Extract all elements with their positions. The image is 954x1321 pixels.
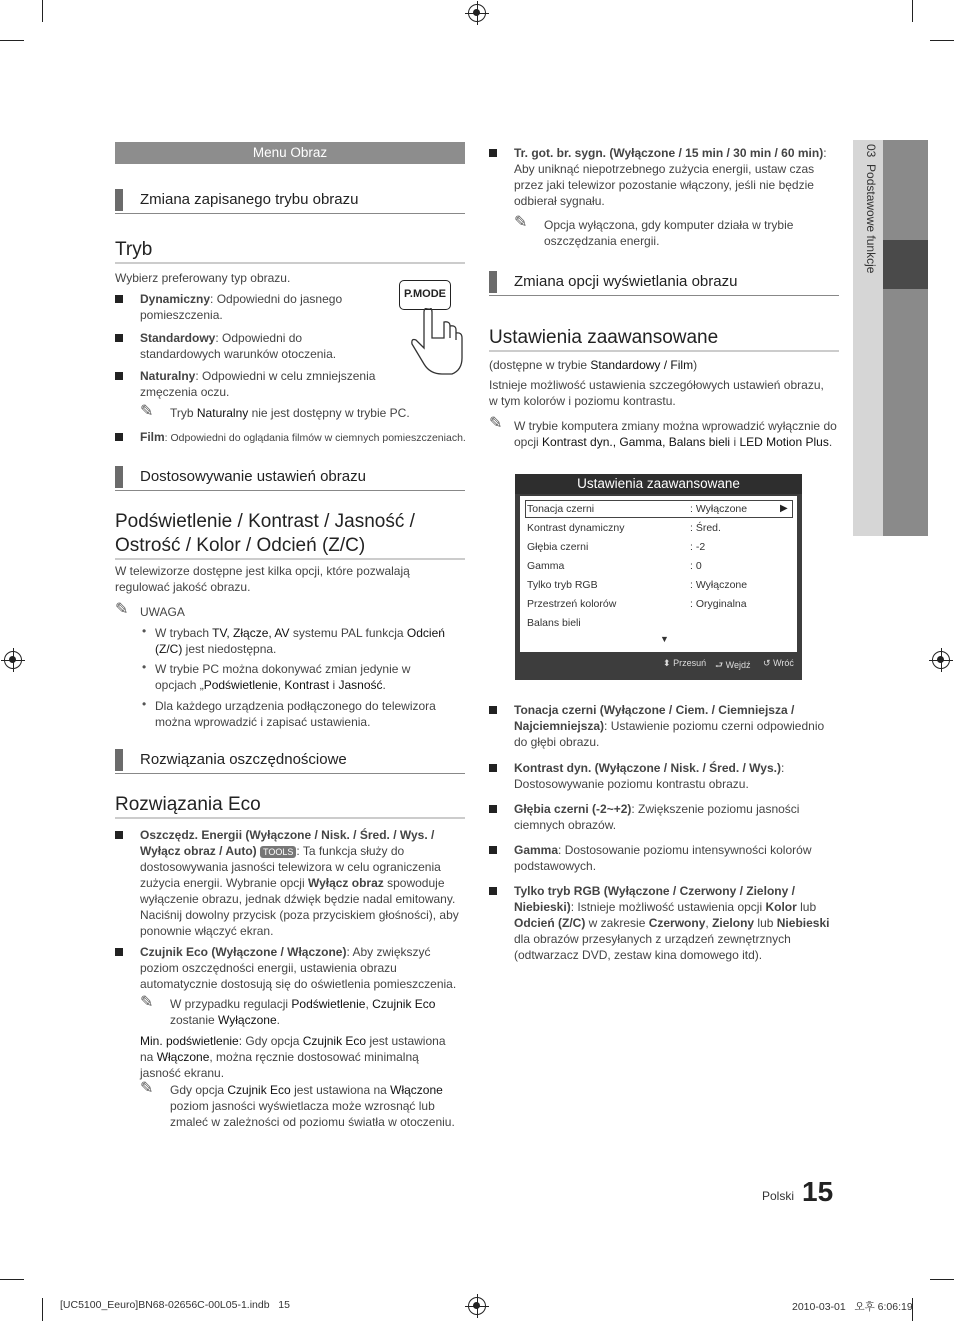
return-icon: ↺ xyxy=(763,658,771,668)
bullet-item: Dla każdego urządzenia podłączonego do telewizora można wprowadzić i zapisać ustawienia. xyxy=(155,699,436,729)
bullet-icon: • xyxy=(142,697,147,711)
term: Standardowy xyxy=(140,331,216,345)
list-item xyxy=(140,368,380,400)
osd-row-label: Głębia czerni xyxy=(527,541,589,553)
note-label: UWAGA xyxy=(140,605,185,619)
print-date: 2010-03-01 오후 6:06:19 xyxy=(792,1301,913,1313)
crop-mark xyxy=(930,40,954,41)
osd-panel xyxy=(520,496,797,652)
osd-row-value: : Śred. xyxy=(690,522,721,534)
note: Tryb Naturalny nie jest dostępny w trybie PC. xyxy=(170,406,410,420)
term: Tylko tryb RGB (Wyłączone / Czerwony / Zielony / Niebieski) xyxy=(514,884,795,914)
section-heading: Ustawienia zaawansowane xyxy=(489,326,839,352)
list-item: Tr. got. br. sygn. (Wyłączone / 15 min / 30 min / 60 min): Aby uniknąć niepotrzebnego zużycia energii, ustaw czas przez jaki telewizor pozostanie włączony, jeśli nie będzie odbierał sygnału. xyxy=(514,145,839,209)
note-pencil-icon: ✎ xyxy=(514,214,528,231)
registration-mark-icon xyxy=(468,1297,486,1315)
note: W trybie komputera zmiany można wprowadzić wyłącznie do opcji Kontrast dyn., Gamma, Balans bieli i LED Motion Plus. xyxy=(514,419,837,449)
note: Gdy opcja Czujnik Eco jest ustawiona na Włączone poziom jasności wyświetlacza może wzrosnąć lub zmaleć w zależności od poziomu światła w otoczeniu. xyxy=(170,1083,455,1129)
osd-row-label: Przestrzeń kolorów xyxy=(527,598,617,610)
bullet-item: W trybie PC można dokonywać zmian jedynie w opcjach „Podświetlenie, Kontrast i Jasność. xyxy=(155,662,411,692)
list-item: Tonacja czerni (Wyłączone / Ciem. / Ciemniejsza / Najciemniejsza): Ustawienie poziomu czerni odpowiednio do głębi obrazu. xyxy=(514,702,839,750)
crop-mark xyxy=(42,1298,43,1321)
osd-footer-enter: ⮐ Wejdź xyxy=(715,660,751,670)
list-item xyxy=(140,330,380,362)
section-heading: Tryb xyxy=(115,238,465,264)
paragraph: Wybierz preferowany typ obrazu. xyxy=(115,271,291,285)
text: : Odpowiedni w celu zmniejszenia zmęczenia oczu. xyxy=(140,369,376,399)
osd-row-value: : Wyłączone xyxy=(690,579,748,591)
term: Tonacja czerni (Wyłączone / Ciem. / Ciemniejsza / Najciemniejsza) xyxy=(514,703,795,733)
section-heading: Rozwiązania Eco xyxy=(115,793,465,819)
list-item xyxy=(140,291,380,323)
crop-mark xyxy=(0,40,24,41)
pmode-button-icon: P.MODE xyxy=(399,280,451,310)
term: Film xyxy=(140,430,165,444)
chapter-tab xyxy=(853,140,928,536)
term: Oszczędz. Energii (Wyłączone / Nisk. / Śred. / Wys. / Wyłącz obraz / Auto) xyxy=(140,828,435,858)
list-item: Głębia czerni (-2~+2): Zwiększenie poziomu jasności ciemnych obrazów. xyxy=(514,801,839,833)
note: Opcja wyłączona, gdy komputer działa w trybie oszczędzania energii. xyxy=(544,218,794,248)
crop-mark xyxy=(0,1279,24,1280)
menu-title-bar: Menu Obraz xyxy=(115,142,465,164)
list-item xyxy=(140,429,470,446)
tools-button-icon: TOOLS xyxy=(260,846,296,858)
chapter-label: 03 Podstawowe funkcje xyxy=(864,144,878,274)
osd-row-label: Tylko tryb RGB xyxy=(527,579,598,591)
text: : Odpowiedni do oglądania filmów w ciemnych pomieszczeniach. xyxy=(164,432,466,444)
note: W przypadku regulacji Podświetlenie, Czujnik Eco zostanie Wyłączone. xyxy=(170,997,436,1027)
subheading: Rozwiązania oszczędnościowe xyxy=(115,749,465,774)
term: Gamma xyxy=(514,843,559,857)
paragraph: Istnieje możliwość ustawienia szczegółowych ustawień obrazu, w tym kolorów i poziomu kontrastu. xyxy=(489,378,824,408)
list-item: Czujnik Eco (Wyłączone / Włączone): Aby zwiększyć poziom oszczędności energii, ustawienia obrazu automatycznie dostosują się do oświetlenia pomieszczenia. xyxy=(140,944,465,992)
list-item: Oszczędz. Energii (Wyłączone / Nisk. / Śred. / Wys. / Wyłącz obraz / Auto) TOOLS : Ta funkcja służy do dostosowywania jasności telewizora w celu ograniczenia zużycia energii. Wybranie opcji Wyłącz obraz spowoduje wyłączenie obrazu, jednak dźwięk będzie nadal emitowany. Naciśnij dowolny przycisk (poza przyciskiem głośności), aby ponownie włączyć ekran. xyxy=(140,827,465,939)
osd-footer-move: ⬍ Przesuń xyxy=(663,658,707,668)
crop-mark xyxy=(42,0,43,22)
term: Czujnik Eco (Wyłączone / Włączone) xyxy=(140,945,347,959)
footer-language: Polski xyxy=(762,1189,795,1203)
term: Kontrast dyn. (Wyłączone / Nisk. / Śred. / Wys.) xyxy=(514,761,781,775)
note-pencil-icon: ✎ xyxy=(140,994,154,1011)
note-pencil-icon: ✎ xyxy=(140,1080,154,1097)
subheading: Dostosowywanie ustawień obrazu xyxy=(115,466,465,491)
osd-row-value: : -2 xyxy=(690,541,706,553)
paragraph: (dostępne w trybie Standardowy / Film) xyxy=(489,358,698,372)
note-pencil-icon: ✎ xyxy=(489,415,503,432)
osd-menu-screenshot xyxy=(515,474,802,680)
text: : Odpowiedni do jasnego pomieszczenia. xyxy=(140,292,343,322)
note-pencil-icon: ✎ xyxy=(115,601,129,618)
enter-icon: ⮐ xyxy=(715,660,724,670)
osd-row-value: : 0 xyxy=(690,560,702,572)
list-item: Kontrast dyn. (Wyłączone / Nisk. / Śred. / Wys.): Dostosowywanie poziomu kontrastu obrazu. xyxy=(514,760,839,792)
hand-pointer-icon xyxy=(408,308,468,380)
osd-row-value: : Oryginalna xyxy=(690,598,747,610)
registration-mark-icon xyxy=(932,651,950,669)
scroll-down-icon: ▼ xyxy=(660,634,669,644)
chapter-tab-marker xyxy=(883,240,928,289)
osd-row-value: : Wyłączone xyxy=(690,503,748,515)
registration-mark-icon xyxy=(468,4,486,22)
crop-mark xyxy=(912,0,913,22)
note-pencil-icon: ✎ xyxy=(140,403,154,420)
osd-row-label: Balans bieli xyxy=(527,617,581,629)
play-arrow-icon: ▶ xyxy=(780,503,788,514)
bullet-icon: • xyxy=(142,624,147,638)
term: Naturalny xyxy=(140,369,196,383)
section-heading: Podświetlenie / Kontrast / Jasność / Ostrość / Kolor / Odcień (Z/C) xyxy=(115,510,465,560)
updown-icon: ⬍ xyxy=(663,658,671,668)
term: Dynamiczny xyxy=(140,292,211,306)
chapter-tab-band xyxy=(883,140,928,536)
paragraph: Min. podświetlenie: Gdy opcja Czujnik Eco jest ustawiona na Włączone, można ręcznie dostosować minimalną jasność ekranu. xyxy=(140,1034,446,1080)
osd-footer-return: ↺ Wróć xyxy=(763,658,794,668)
subheading: Zmiana opcji wyświetlania obrazu xyxy=(489,271,839,296)
list-item: Tylko tryb RGB (Wyłączone / Czerwony / Zielony / Niebieski): Istnieje możliwość ustawienia opcji Kolor lub Odcień (Z/C) w zakresie Czerwony, Zielony lub Niebieski dla obrazów przesyłanych z urządzeń zewnętrznych (odtwarzacz DVD, zestaw kina domowego itd). xyxy=(514,883,839,963)
osd-row-label: Tonacja czerni xyxy=(527,503,595,515)
osd-row-label: Gamma xyxy=(527,560,565,572)
subheading: Zmiana zapisanego trybu obrazu xyxy=(115,189,465,214)
osd-title: Ustawienia zaawansowane xyxy=(515,474,802,494)
text: : Odpowiedni do standardowych warunków otoczenia. xyxy=(140,331,337,361)
term: Tr. got. br. sygn. (Wyłączone / 15 min / 30 min / 60 min) xyxy=(514,146,824,160)
osd-row-label: Kontrast dynamiczny xyxy=(527,522,625,534)
registration-mark-icon xyxy=(4,651,22,669)
print-file-info: [UC5100_Eeuro]BN68-02656C-00L05-1.indb 15 xyxy=(60,1299,290,1311)
list-item: Gamma: Dostosowanie poziomu intensywności kolorów podstawowych. xyxy=(514,842,839,874)
paragraph: W telewizorze dostępne jest kilka opcji, które pozwalają regulować jakość obrazu. xyxy=(115,564,410,594)
bullet-item: W trybach TV, Złącze, AV systemu PAL funkcja Odcień (Z/C) jest niedostępna. xyxy=(155,626,445,656)
term: Głębia czerni (-2~+2) xyxy=(514,802,632,816)
bullet-icon: • xyxy=(142,660,147,674)
page-number: 15 xyxy=(802,1176,834,1207)
crop-mark xyxy=(930,1279,954,1280)
